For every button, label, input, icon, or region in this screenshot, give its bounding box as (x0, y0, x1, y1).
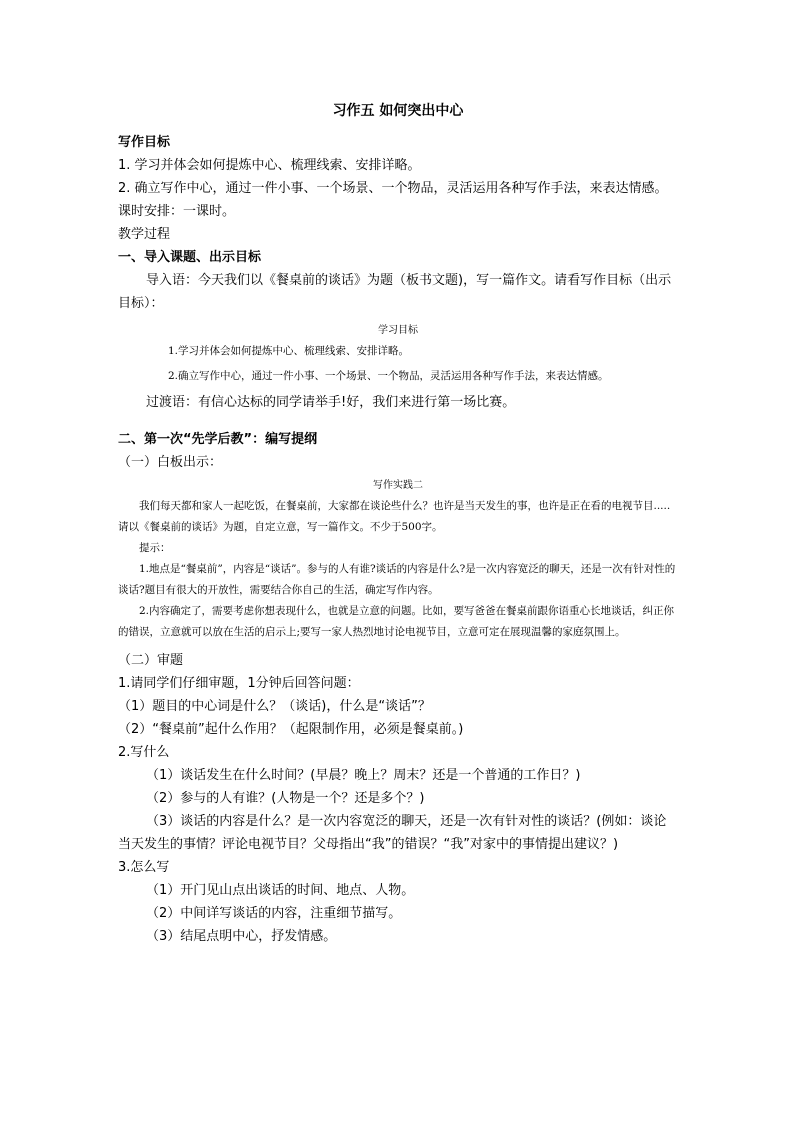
part1-heading: 一、导入课题、出示目标 (118, 250, 262, 265)
practice-hint-label: 提示： (139, 542, 171, 554)
document-body (118, 100, 678, 948)
process-label: 教学过程 (118, 227, 171, 242)
practice-slide (118, 476, 678, 643)
question-2-item: （1）谈话发生在什么时间？(早晨？晚上？周末？还是一个普通的工作日？) (146, 768, 581, 783)
question-3: 3.怎么写 (118, 860, 170, 875)
practice-hint: 1.地点是“餐桌前”，内容是“谈话”。参与的人有谁?谈话的内容是什么?是一次内容宽泛的聊天，还是一次有针对性的谈话?题目有很大的开放性，需要结合你自己的生活，确定写作内容。 (118, 563, 676, 596)
question-2-item: （3）谈话的内容是什么？是一次内容宽泛的聊天，还是一次有针对性的谈话？(例如：谈论当天发生的事情？评论电视节目？父母指出“我”的错误？“我”对家中的事情提出建议？) (118, 814, 667, 852)
practice-text: 我们每天都和家人一起吃饭，在餐桌前，大家都在谈论些什么？也许是当天发生的事，也许是正在看的电视节目.....请以《餐桌前的谈话》为题，自定立意，写一篇作文。不少于500字。 (118, 500, 671, 533)
practice-title: 写作实践二 (373, 480, 423, 491)
goal-item: 2. 确立写作中心，通过一件小事、一个场景、一个物品，灵活运用各种写作手法，来表达情感。 (118, 181, 668, 196)
goals-slide-item: 1.学习并体会如何提炼中心、梳理线索、安排详略。 (168, 345, 410, 357)
question-3-item: （3）结尾点明中心，抒发情感。 (146, 929, 337, 944)
goals-slide-item: 2.确立写作中心，通过一件小事、一个场景、一个物品，灵活运用各种写作手法，来表达情感。 (168, 370, 609, 382)
question-1: 1.请同学们仔细审题，1分钟后回答问题： (118, 676, 360, 691)
goals-slide (118, 321, 678, 387)
part2-heading: 二、第一次“先学后教”：编写提纲 (118, 432, 318, 447)
part2-sub1: （一）白板出示： (118, 455, 223, 470)
practice-hint: 2.内容确定了，需要考虑你想表现什么，也就是立意的问题。比如，要写爸爸在餐桌前跟你语重心长地谈话，纠正你的错误，立意就可以放在生活的启示上;要写一家人热烈地讨论电视节目，立意可定在展现温馨的家庭氛围上。 (118, 605, 675, 638)
part1-transition: 过渡语：有信心达标的同学请举手!好，我们来进行第一场比赛。 (146, 395, 516, 410)
question-3-item: （1）开门见山点出谈话的时间、地点、人物。 (146, 883, 415, 898)
class-time: 课时安排：一课时。 (118, 204, 236, 219)
part1-intro: 导入语：今天我们以《餐桌前的谈话》为题（板书文题)，写一篇作文。请看写作目标（出示目标）： (118, 273, 672, 311)
question-1-item: （1）题目的中心词是什么？（谈话)，什么是“谈话”？ (118, 699, 431, 714)
section-heading-goal: 写作目标 (118, 135, 171, 150)
goals-slide-title: 学习目标 (378, 325, 418, 336)
question-2-item: （2）参与的人有谁？(人物是一个？还是多个？) (146, 791, 425, 806)
page-title: 习作五 如何突出中心 (332, 103, 464, 119)
question-2: 2.写什么 (118, 745, 170, 760)
part2-sub2: （二）审题 (118, 653, 184, 668)
question-3-item: （2）中间详写谈话的内容，注重细节描写。 (146, 906, 402, 921)
question-1-item: （2）“餐桌前”起什么作用？（起限制作用，必须是餐桌前。) (118, 722, 464, 737)
goal-item: 1. 学习并体会如何提炼中心、梳理线索、安排详略。 (118, 158, 421, 173)
